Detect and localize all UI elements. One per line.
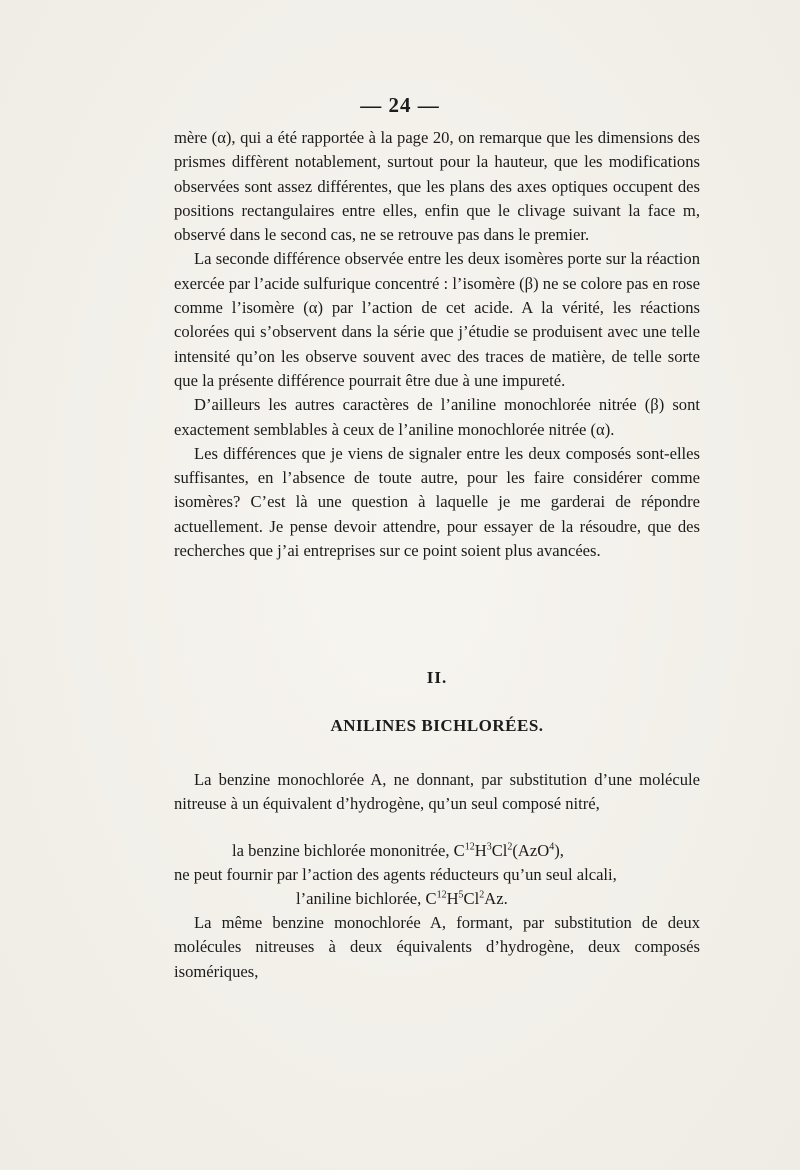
paragraph-benzine	[174, 768, 700, 817]
paragraph-continuation: mère (α), qui a été rapportée à la page 20, on remarque que les dimensions des prismes diffèrent notablement, surtout pour la hauteur, que les modifications observées sont assez différentes, que les plans des axes optiques occupent des positions rectangulaires entre elles, enfin que le clivage suivant la face m, observé dans le second cas, ne se retrouve pas dans le premier.	[174, 128, 700, 245]
formula-label: l’aniline bichlorée,	[296, 889, 422, 908]
paragraph: La même benzine monochlorée A, formant, par substitution de deux molécules nitreuses à deux équivalents d’hydrogène, deux composés isomériques,	[174, 913, 700, 981]
paragraph-isomeres	[174, 911, 700, 984]
formula-aniline-bichloree	[296, 887, 508, 911]
page-number: — 24 —	[360, 93, 440, 117]
section-numeral: II.	[426, 668, 448, 687]
body-text-top	[174, 126, 700, 563]
paragraph: ne peut fournir par l’action des agents réducteurs qu’un seul alcali,	[174, 865, 617, 884]
formula-label: la benzine bichlorée mononitrée,	[232, 841, 450, 860]
formula-benzine-bichloree	[232, 839, 564, 863]
paragraph: La seconde différence observée entre les deux isomères porte sur la réaction exercée par l’acide sulfurique concentré : l’isomère (β) ne se colore pas en rose comme l’isomère (α) par l’action de cet acide. A la vérité, les réactions colorées qui s’observent dans la série que j’étudie se produisent avec une telle intensité qu’on les observe souvent avec des traces de matière, de telle sorte que la présente différence pourrait être due à une impureté.	[174, 249, 700, 390]
section-title: ANILINES BICHLORÉES.	[330, 716, 544, 735]
chemical-formula: $C^{12}H^5Cl^2Az$.	[425, 889, 508, 908]
paragraph: La benzine monochlorée A, ne donnant, par substitution d’une molécule nitreuse à un équivalent d’hydrogène, qu’un seul composé nitré,	[174, 770, 700, 814]
paragraph-agents	[174, 863, 700, 887]
paragraph: D’ailleurs les autres caractères de l’aniline monochlorée nitrée (β) sont exactement semblables à ceux de l’aniline monochlorée nitrée (α).	[174, 395, 700, 439]
chemical-formula: $C^{12}H^3Cl^2(AzO^4)$,	[453, 841, 564, 860]
paragraph: Les différences que je viens de signaler entre les deux composés sont-elles suffisantes, en l’absence de toute autre, pour les faire considérer comme isomères? C’est là une question à laquelle je me garderai de répondre actuellement. Je pense devoir attendre, pour essayer de la résoudre, que des recherches que j’ai entreprises sur ce point soient plus avancées.	[174, 443, 700, 561]
